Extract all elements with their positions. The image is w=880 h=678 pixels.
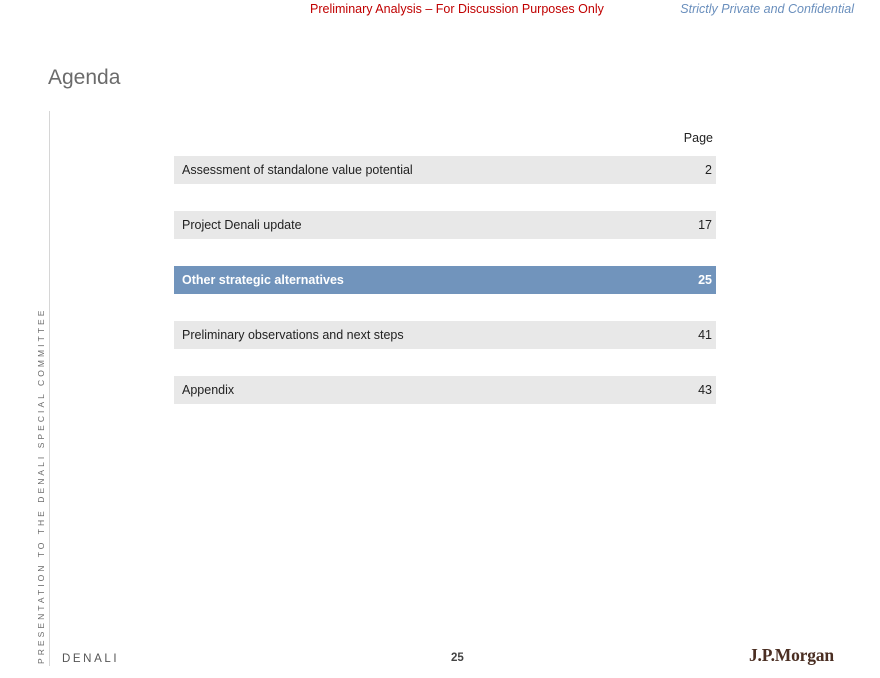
page-title: Agenda [48,66,121,89]
agenda-item-label: Assessment of standalone value potential [182,163,413,177]
agenda-item-other-strategic-alternatives[interactable] [174,266,716,294]
page-column-header: Page [683,131,713,145]
side-divider [49,111,50,666]
confidentiality-notice: Strictly Private and Confidential [680,2,854,16]
agenda-item-page: 43 [698,383,712,397]
agenda-item-label: Project Denali update [182,218,302,232]
preliminary-analysis-disclaimer: Preliminary Analysis – For Discussion Purposes Only [310,2,604,16]
agenda-item-page: 17 [698,218,712,232]
agenda-item-project-denali-update[interactable] [174,211,716,239]
agenda-item-appendix[interactable] [174,376,716,404]
agenda-item-preliminary-observations[interactable] [174,321,716,349]
agenda-list [174,156,716,431]
agenda-item-label: Preliminary observations and next steps [182,328,404,342]
agenda-item-label: Other strategic alternatives [182,273,344,287]
agenda-item-label: Appendix [182,383,235,397]
page-number: 25 [451,652,464,664]
agenda-item-page: 41 [698,328,712,342]
agenda-item-page: 2 [705,163,712,177]
jpmorgan-logo: J.P.Morgan [749,645,834,665]
agenda-item-standalone-value[interactable] [174,156,716,184]
footer-brand: DENALI [62,653,120,665]
agenda-item-page: 25 [698,273,712,287]
side-label: PRESENTATION TO THE DENALI SPECIAL COMMITTEE [36,307,46,664]
